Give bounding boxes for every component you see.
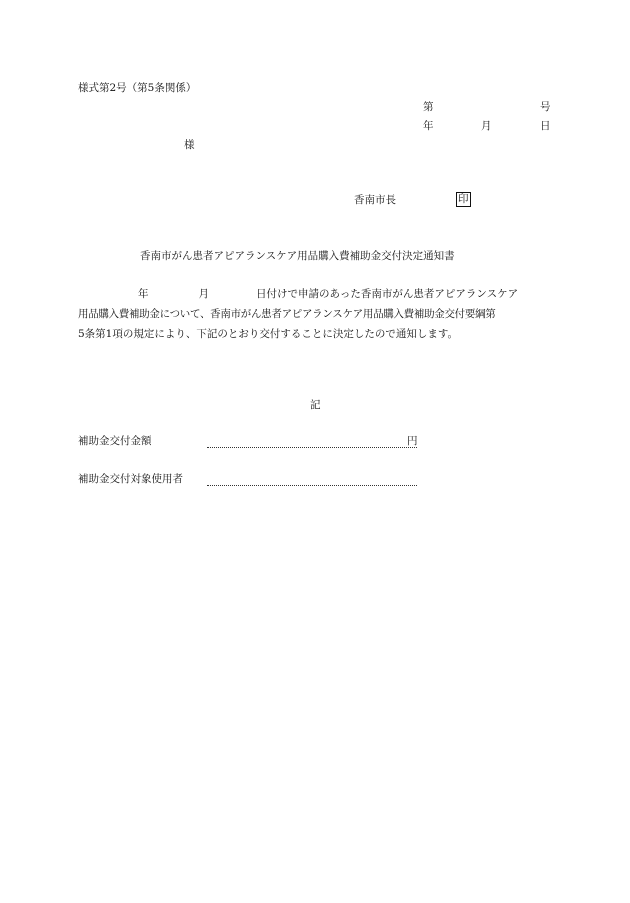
- body-line-2: 用品購入費補助金について、香南市がん患者アピアランスケア用品購入費補助金交付要綱第: [78, 308, 496, 320]
- user-dotted-line: [207, 485, 417, 486]
- issuer-name: 香南市長: [354, 194, 396, 206]
- number-prefix: 第: [423, 101, 434, 113]
- date-year: 年: [423, 120, 434, 132]
- seal-label: 印: [458, 193, 469, 205]
- body-month: 月: [198, 288, 209, 300]
- body-paragraph: [78, 284, 554, 344]
- date-month: 月: [481, 120, 492, 132]
- body-year: 年: [138, 288, 149, 300]
- date-day: 日: [540, 120, 551, 132]
- form-label: 様式第2号（第5条関係）: [78, 82, 197, 94]
- ki-heading: 記: [310, 399, 321, 411]
- number-suffix: 号: [540, 101, 551, 113]
- field-label-user: 補助金交付対象使用者: [78, 473, 183, 485]
- amount-dotted-line: [207, 447, 417, 448]
- seal-stamp: [456, 192, 471, 207]
- document-title: 香南市がん患者アピアランスケア用品購入費補助金交付決定通知書: [140, 250, 455, 262]
- body-line-1: [78, 284, 554, 304]
- body-line-3: 5条第1項の規定により、下記のとおり交付することに決定したので通知します。: [78, 328, 459, 340]
- addressee-suffix: 様: [184, 139, 195, 151]
- field-unit-yen: 円: [407, 435, 418, 447]
- body-line-1-text: 日付けで申請のあった香南市がん患者アピアランスケア: [256, 288, 519, 300]
- field-label-amount: 補助金交付金額: [78, 435, 152, 447]
